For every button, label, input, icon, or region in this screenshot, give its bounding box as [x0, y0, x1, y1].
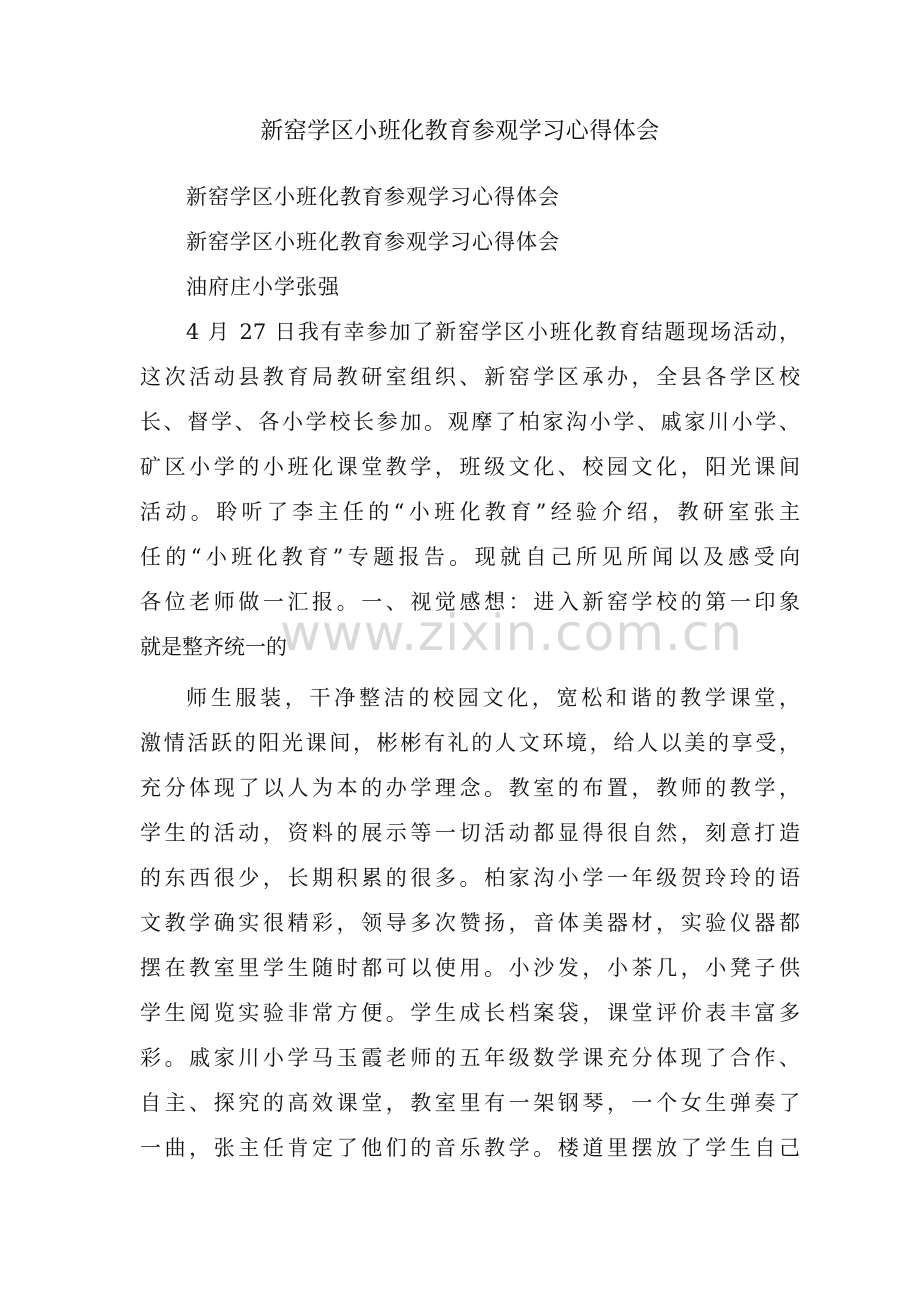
- text-line: 彩。戚家川小学马玉霞老师的五年级数学课充分体现了合作、: [140, 1046, 800, 1070]
- text-line: 这次活动县教育局教研室组织、新窑学区承办，全县各学区校: [140, 365, 800, 389]
- text-line: 摆在教室里学生随时都可以使用。小沙发，小茶几，小凳子供: [140, 956, 800, 980]
- text-line: 就是整齐统一的: [140, 635, 287, 659]
- text-line: 活动。聆听了李主任的“小班化教育”经验介绍，教研室张主: [140, 500, 800, 524]
- text-line: 学生的活动，资料的展示等一切活动都显得很自然，刻意打造: [140, 821, 800, 845]
- text-line: 长、督学、各小学校长参加。观摩了柏家沟小学、戚家川小学、: [140, 410, 800, 434]
- text-line: 自主、探究的高效课堂，教室里有一架钢琴，一个女生弹奏了: [140, 1091, 800, 1115]
- text-line: 充分体现了以人为本的办学理念。教室的布置，教师的教学，: [140, 776, 800, 800]
- text-line: 任的“小班化教育”专题报告。现就自己所见所闻以及感受向: [140, 545, 800, 569]
- subtitle-line: 新窑学区小班化教育参观学习心得体会: [186, 230, 560, 254]
- text-line: 激情活跃的阳光课间，彬彬有礼的人文环境，给人以美的享受，: [140, 731, 800, 755]
- watermark: www.zixin.com.cn: [280, 604, 744, 662]
- text-line: 矿区小学的小班化课堂教学，班级文化、校园文化，阳光课间: [140, 455, 800, 479]
- text-line: 文教学确实很精彩，领导多次赞扬，音体美器材，实验仪器都: [140, 911, 800, 935]
- text-line: 师生服装，干净整洁的校园文化，宽松和谐的教学课堂，: [186, 686, 800, 710]
- author-line: 油府庄小学张强: [186, 275, 340, 299]
- text-line: 的东西很少，长期积累的很多。柏家沟小学一年级贺玲玲的语: [140, 866, 800, 890]
- subtitle-line: 新窑学区小班化教育参观学习心得体会: [186, 185, 560, 209]
- text-line: 一曲，张主任肯定了他们的音乐教学。楼道里摆放了学生自己: [140, 1136, 800, 1160]
- text-line: 各位老师做一汇报。一、视觉感想：进入新窑学校的第一印象: [140, 590, 800, 614]
- text-line: 学生阅览实验非常方便。学生成长档案袋，课堂评价表丰富多: [140, 1001, 800, 1025]
- text-line: 4 月 27 日我有幸参加了新窑学区小班化教育结题现场活动，: [186, 320, 800, 344]
- document-title: 新窑学区小班化教育参观学习心得体会: [260, 118, 660, 144]
